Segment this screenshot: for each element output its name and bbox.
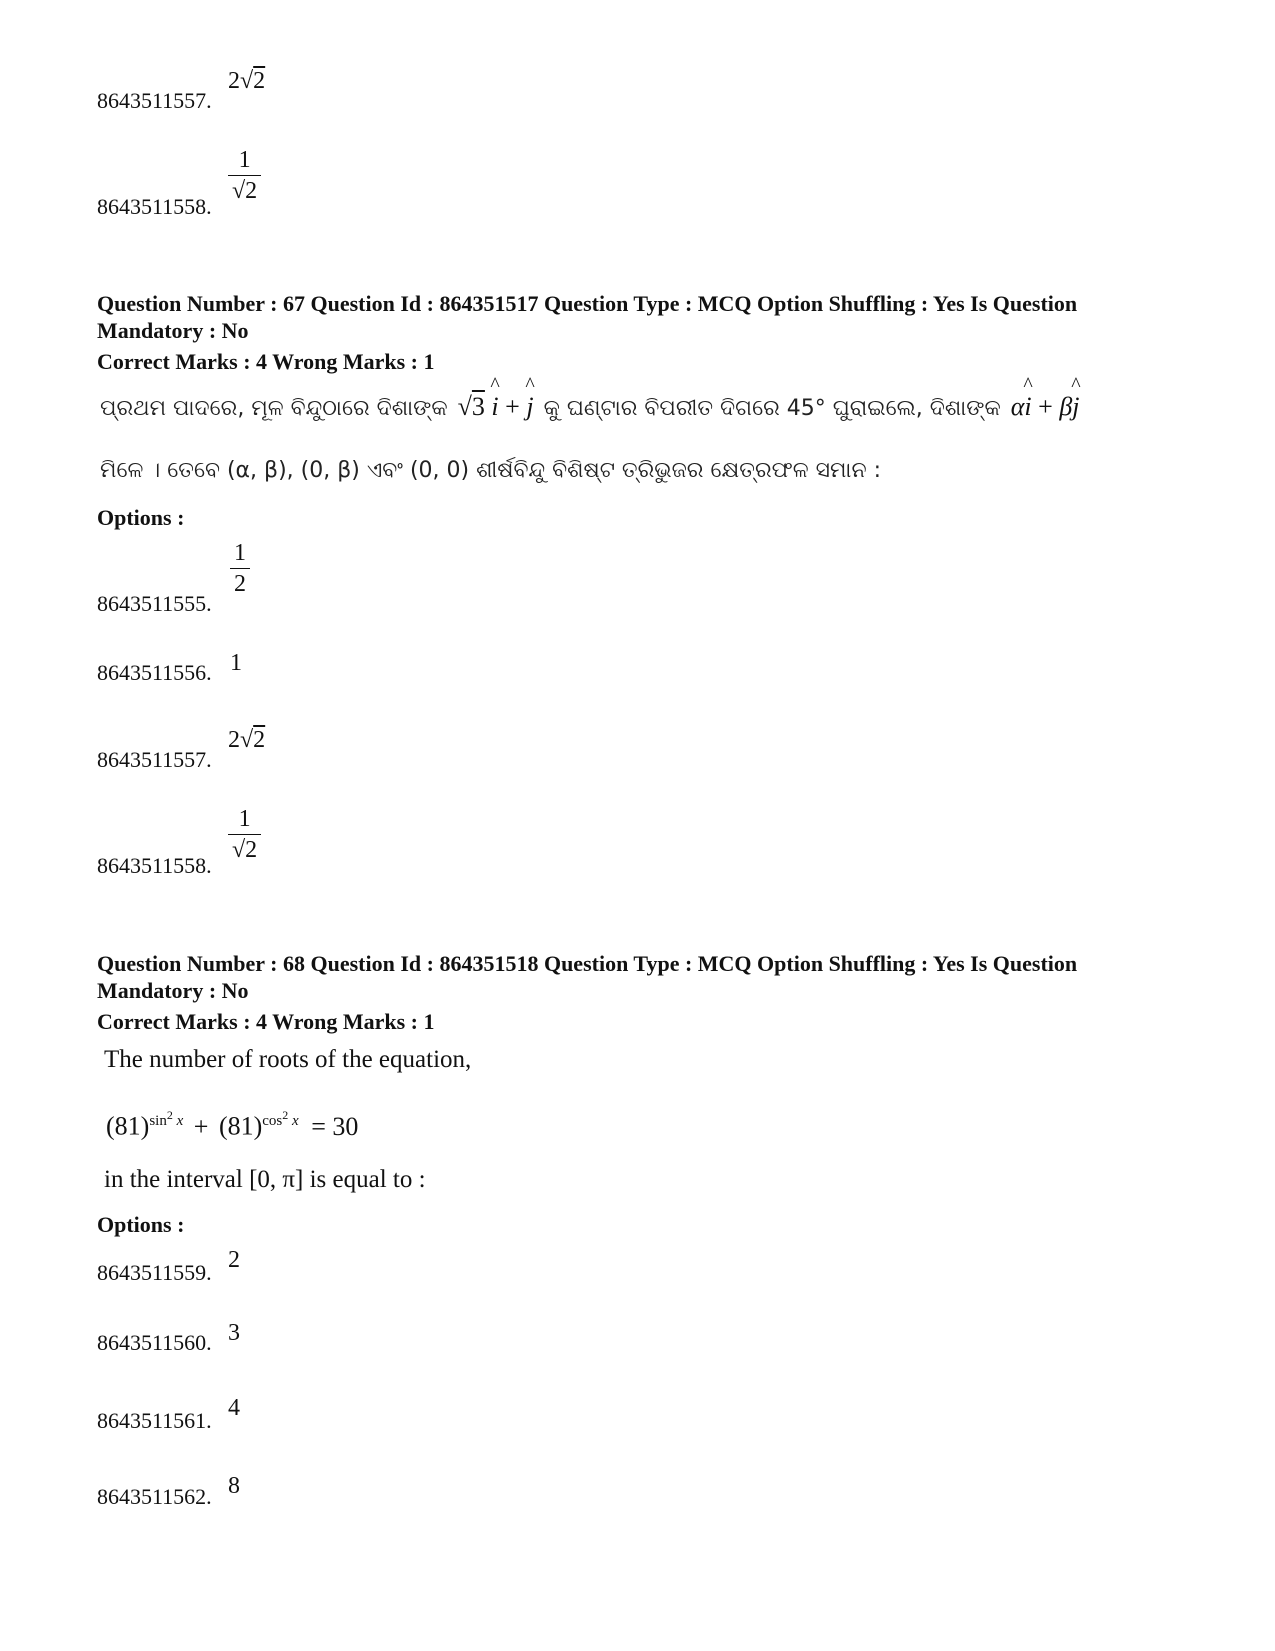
question-68-marks: Correct Marks : 4 Wrong Marks : 1 bbox=[97, 1009, 435, 1034]
question-67-text-line1: ପ୍ରଥମ ପାଦରେ, ମୂଳ ବିନ୍ଦୁଠାରେ ଦିଶାଙ୍କ √3 ^ i + ^ j କୁ ଘଣ୍ଟାର ବିପରୀତ ଦିଗରେ 45° ଘୁରାଇଲେ, ଦିଶାଙ୍କ α^ i + β^ j bbox=[100, 392, 1080, 422]
option-id: 8643511555. bbox=[97, 591, 212, 616]
option-id: 8643511559. bbox=[97, 1260, 212, 1285]
question-67-marks: Correct Marks : 4 Wrong Marks : 1 bbox=[97, 349, 435, 374]
option-value: 8 bbox=[228, 1473, 240, 1499]
option-value: 1 bbox=[230, 650, 242, 676]
option-value: 2 bbox=[228, 1247, 240, 1273]
question-68-text-line2: in the interval [0, π] is equal to : bbox=[104, 1166, 426, 1193]
question-68-equation: $(81)^{sin^2 x} + (81)^{cos^2 x} = 30$ bbox=[106, 1108, 359, 1141]
option-id: 8643511562. bbox=[97, 1484, 212, 1509]
option-id: 8643511557. bbox=[97, 747, 212, 772]
option-id: 8643511561. bbox=[97, 1408, 212, 1433]
question-67-header: Question Number : 67 Question Id : 864351517 Question Type : MCQ Option Shuffling : Yes Is Question Mandatory : No bbox=[97, 291, 1078, 343]
option-value-fraction: $\frac{1}{2}$ bbox=[228, 541, 252, 596]
option-id: 8643511560. bbox=[97, 1330, 212, 1355]
option-value-fraction: $\frac{1}{√2}$ bbox=[228, 148, 261, 203]
options-label: Options : bbox=[97, 505, 185, 530]
option-value: 4 bbox=[228, 1395, 240, 1421]
option-value: 2√2 bbox=[228, 727, 266, 753]
question-67-text-line2: ମିଳେ । ତେବେ (α, β), (0, β) ଏବଂ (0, 0) ଶୀର୍ଷବିନ୍ଦୁ ବିଶିଷ୍ଟ ତ୍ରିଭୁଜର କ୍ଷେତ୍ରଫଳ ସମାନ : bbox=[100, 458, 882, 483]
option-value: 3 bbox=[228, 1320, 240, 1346]
question-68-header: Question Number : 68 Question Id : 864351518 Question Type : MCQ Option Shuffling : Yes Is Question Mandatory : No bbox=[97, 951, 1078, 1003]
option-id: 8643511556. bbox=[97, 660, 212, 685]
option-value: 2√2 bbox=[228, 68, 266, 94]
option-id: 8643511558. bbox=[97, 853, 212, 878]
option-id: 8643511557. bbox=[97, 88, 212, 113]
options-label: Options : bbox=[97, 1212, 185, 1237]
option-value-fraction: $\frac{1}{√2}$ bbox=[228, 807, 261, 862]
question-68-text-line1: The number of roots of the equation, bbox=[104, 1046, 472, 1073]
option-id: 8643511558. bbox=[97, 194, 212, 219]
